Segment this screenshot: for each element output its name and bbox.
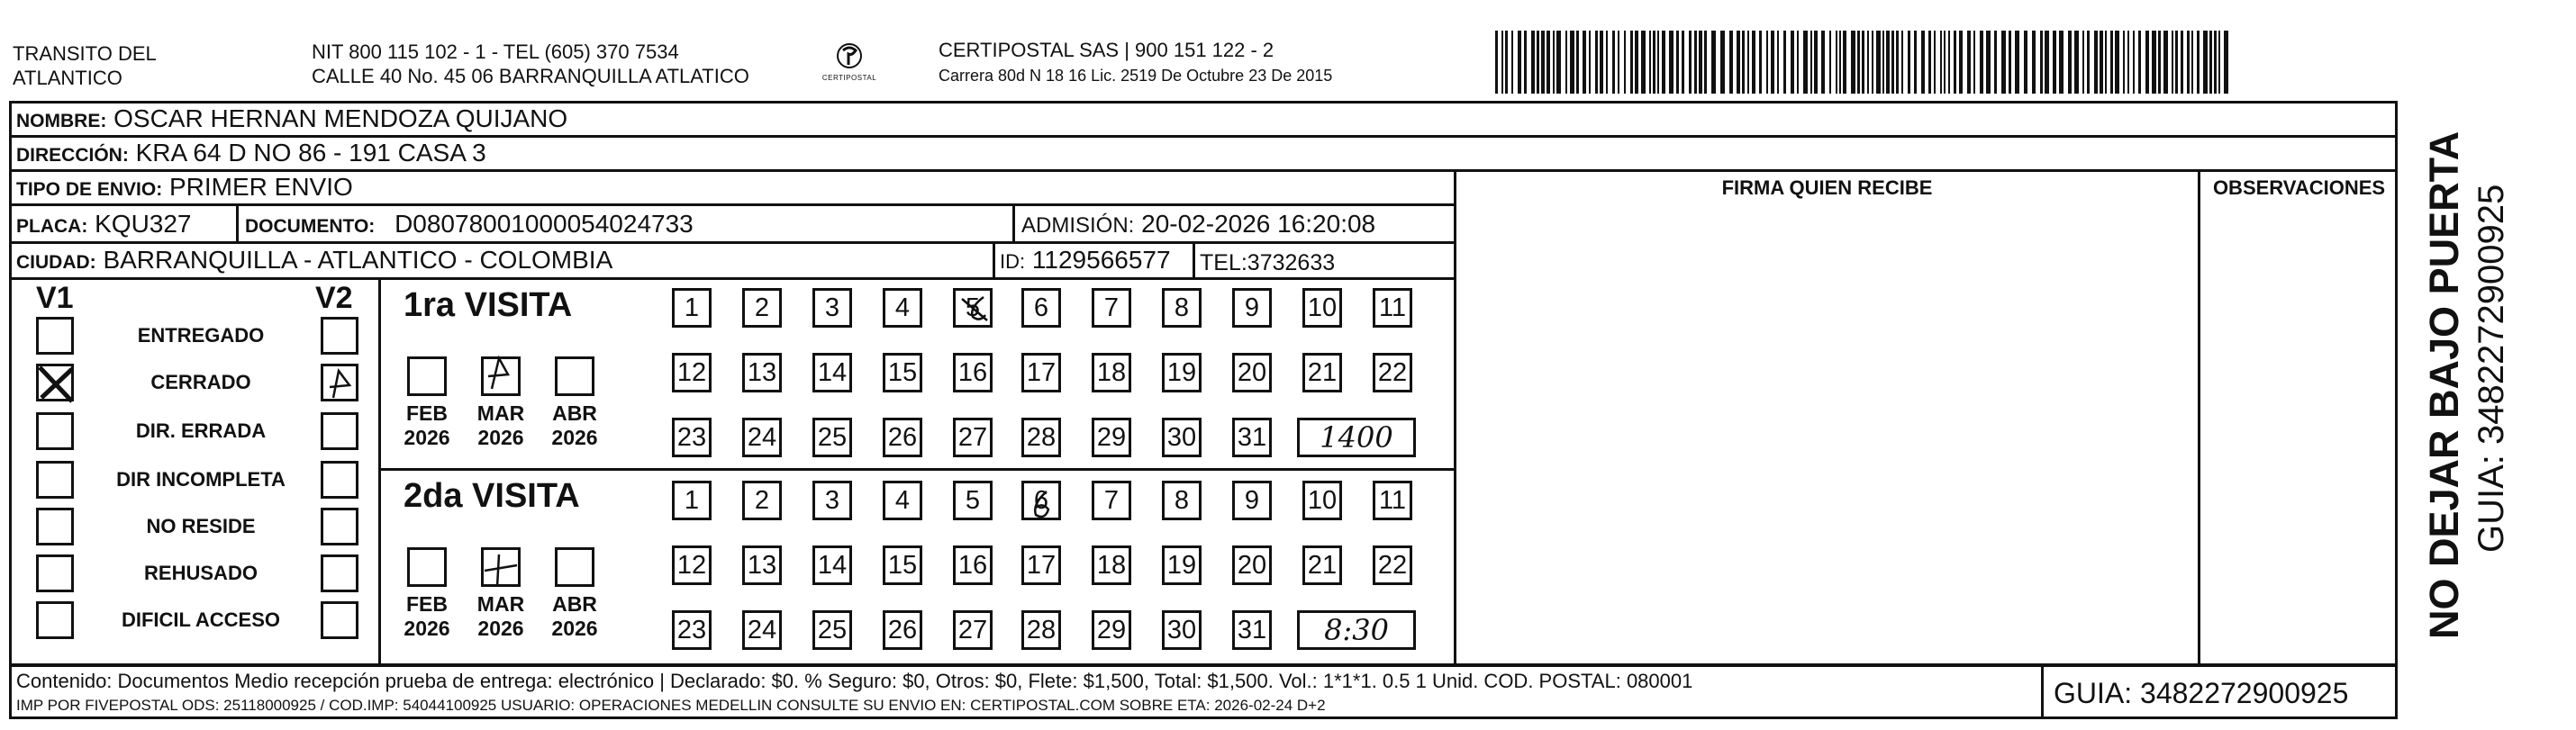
city-label: CIUDAD: <box>16 252 96 273</box>
month-name: MAR <box>476 592 525 616</box>
day-box[interactable]: 20 <box>1232 353 1272 392</box>
month-name: FEB <box>406 401 448 425</box>
v2-checkbox[interactable] <box>321 508 358 545</box>
day-box[interactable]: 12 <box>672 353 712 392</box>
month-checkbox[interactable] <box>407 547 447 587</box>
barcode-bar <box>1814 31 1818 94</box>
barcode-bar <box>1704 31 1707 94</box>
nit-line: NIT 800 115 102 - 1 - TEL (605) 370 7534 <box>312 41 679 63</box>
barcode-bar <box>1537 31 1539 94</box>
barcode-bar <box>1541 31 1545 94</box>
month-label <box>542 401 607 450</box>
barcode-bar <box>1836 31 1837 94</box>
barcode-bar <box>1862 31 1864 94</box>
barcode-bar <box>1505 31 1508 94</box>
barcode-bar <box>1839 31 1841 94</box>
barcode-bar <box>1791 31 1794 94</box>
month-label <box>395 592 459 641</box>
carrier-info <box>939 38 1274 62</box>
barcode-bar <box>2187 31 2190 94</box>
barcode-bar <box>1720 31 1725 94</box>
month-checkbox[interactable] <box>481 547 521 587</box>
barcode-bar <box>1589 31 1591 94</box>
carrier-license-line: Carrera 80d N 18 16 Lic. 2519 De Octubre 23 De 2015 <box>939 67 1333 85</box>
month-name: ABR <box>552 401 597 425</box>
barcode-bar <box>2152 31 2156 94</box>
barcode-bar <box>1570 31 1574 94</box>
status-label: NO RESIDE <box>146 515 256 537</box>
barcode-bar <box>1901 31 1903 94</box>
day-box[interactable]: 15 <box>883 353 922 392</box>
barcode-bar <box>2100 31 2103 94</box>
barcode-bar <box>1882 31 1884 94</box>
barcode-bar <box>1742 31 1745 94</box>
tel-value: 3732633 <box>1247 250 1336 275</box>
barcode-bar <box>1729 31 1733 94</box>
day-box[interactable]: 24 <box>742 610 782 650</box>
day-box[interactable]: 20 <box>1232 545 1272 585</box>
month-checkbox[interactable] <box>555 547 594 587</box>
id-cell <box>1000 246 1171 276</box>
barcode-bar <box>1928 31 1931 94</box>
day-box[interactable]: 4 <box>883 481 922 520</box>
barcode-bar <box>1797 31 1799 94</box>
footer-right <box>2395 664 2398 718</box>
admission-cell <box>1021 210 1375 240</box>
sender-line-2: ATLANTICO <box>13 67 122 89</box>
day-box[interactable]: 28 <box>1021 418 1061 457</box>
barcode-bar <box>1531 31 1535 94</box>
barcode-bar <box>2145 31 2149 94</box>
first-visit-title: 1ra VISITA <box>404 286 573 324</box>
barcode-bar <box>1876 31 1881 94</box>
barcode-bar <box>1886 31 1890 94</box>
barcode-bar <box>1618 31 1619 94</box>
barcode-bar <box>1783 31 1786 94</box>
footer-guia: GUIA: 3482272900925 <box>2054 677 2349 709</box>
address-row <box>16 139 486 170</box>
day-box[interactable]: 4 <box>883 288 922 328</box>
barcode-bar <box>2191 31 2193 94</box>
barcode-bar <box>2040 31 2043 94</box>
barcode-bar <box>1630 31 1633 94</box>
month-checkbox[interactable] <box>407 356 447 396</box>
barcode-bar <box>1669 31 1673 94</box>
address-label: DIRECCIÓN: <box>16 145 129 166</box>
barcode-bar <box>1944 31 1946 94</box>
barcode-bar <box>2024 31 2027 94</box>
barcode-bar <box>1524 31 1527 94</box>
day-box[interactable]: 22 <box>1373 545 1412 585</box>
row-divider <box>9 241 1456 244</box>
barcode-bar <box>2045 31 2049 94</box>
barcode-bar <box>1657 31 1659 94</box>
barcode-bar <box>1682 31 1684 94</box>
ods-line: IMP POR FIVEPOSTAL ODS: 25118000925 / COD.IMP: 54044100925 USUARIO: OPERACIONES MEDELLIN CONSULTE SU ENVIO EN: CERTIPOSTAL.COM SOBRE ETA: 2026-02-24 D+2 <box>16 697 1326 714</box>
barcode-bar <box>2127 31 2129 94</box>
day-box[interactable]: 30 <box>1162 418 1202 457</box>
tel-label: TEL: <box>1200 250 1247 275</box>
barcode-bar <box>2175 31 2178 94</box>
day-box[interactable]: 8 <box>1162 481 1202 520</box>
status-label: REHUSADO <box>144 562 258 584</box>
day-box[interactable]: 30 <box>1162 610 1202 650</box>
status-label: DIFICIL ACCESO <box>121 608 280 631</box>
barcode-bar <box>1737 31 1740 94</box>
day-box[interactable]: 6 <box>1021 288 1061 328</box>
barcode-bar <box>1959 31 1963 94</box>
barcode-bar <box>2214 31 2217 94</box>
v2-checkbox[interactable] <box>321 554 358 592</box>
barcode-bar <box>1547 31 1550 94</box>
day-box[interactable]: 31 <box>1232 610 1272 650</box>
barcode-bar <box>1914 31 1917 94</box>
barcode-bar <box>1803 31 1808 94</box>
barcode-bar <box>1851 31 1855 94</box>
status-label: CERRADO <box>150 371 251 393</box>
month-year: 2026 <box>477 617 524 640</box>
day-box[interactable]: 1 <box>672 288 712 328</box>
barcode-bar <box>1556 31 1561 94</box>
day-box[interactable]: 26 <box>883 418 922 457</box>
barcode-bar <box>1689 31 1692 94</box>
city-value: BARRANQUILLA - ATLANTICO - COLOMBIA <box>103 246 613 274</box>
barcode-bar <box>1495 31 1498 94</box>
day-box[interactable]: 8 <box>1162 288 1202 328</box>
v1-checkbox[interactable] <box>36 508 74 545</box>
v2-checkbox[interactable] <box>321 601 358 639</box>
day-box[interactable]: 5 <box>953 288 993 328</box>
day-box[interactable]: 27 <box>953 610 993 650</box>
barcode-bar <box>2115 31 2119 94</box>
barcode-bar <box>1583 31 1586 94</box>
barcode-bar <box>1843 31 1846 94</box>
barcode-bar <box>1973 31 1975 94</box>
day-box[interactable]: 28 <box>1021 610 1061 650</box>
sender-name <box>13 41 157 90</box>
side-guia: GUIA: 3482272900925 <box>2472 184 2511 553</box>
day-box[interactable]: 19 <box>1162 545 1202 585</box>
tel-cell <box>1200 248 1335 277</box>
barcode-bar <box>1821 31 1825 94</box>
second-visit-time[interactable]: 8:30 <box>1297 610 1416 650</box>
barcode-bar <box>1934 31 1936 94</box>
day-box[interactable]: 11 <box>1373 288 1412 328</box>
barcode-bar <box>1867 31 1869 94</box>
col-divider <box>236 205 239 241</box>
signature-header: FIRMA QUIEN RECIBE <box>1721 176 1933 199</box>
visit-divider <box>378 468 1456 471</box>
status-label: ENTREGADO <box>137 324 265 347</box>
col-divider <box>993 241 995 277</box>
barcode-bar <box>1766 31 1768 94</box>
day-box[interactable]: 21 <box>1302 353 1342 392</box>
barcode-bar <box>1896 31 1899 94</box>
status-label: DIR INCOMPLETA <box>116 468 286 491</box>
day-box[interactable]: 29 <box>1092 610 1131 650</box>
month-label <box>468 401 533 450</box>
v2-checkbox[interactable] <box>321 317 358 355</box>
day-box[interactable]: 15 <box>883 545 922 585</box>
barcode-bar <box>2133 31 2135 94</box>
barcode-bar <box>2082 31 2084 94</box>
day-box[interactable]: 21 <box>1302 545 1342 585</box>
day-box[interactable]: 1 <box>672 481 712 520</box>
plate-cell <box>16 210 192 241</box>
month-label <box>395 401 459 450</box>
barcode-bar <box>2068 31 2072 94</box>
sender-contact <box>312 40 749 88</box>
observations-header: OBSERVACIONES <box>2212 176 2386 199</box>
certipostal-logo <box>812 38 886 92</box>
barcode-bar <box>1653 31 1655 94</box>
barcode-bar <box>1994 31 1997 94</box>
barcode-bar <box>2032 31 2036 94</box>
day-box[interactable]: 13 <box>742 353 782 392</box>
barcode-bar <box>1967 31 1971 94</box>
barcode-bar <box>1624 31 1626 94</box>
day-box[interactable]: 5 <box>953 481 993 520</box>
month-name: ABR <box>552 592 597 616</box>
month-checkbox[interactable] <box>481 356 521 396</box>
admission-value: 20-02-2026 16:20:08 <box>1141 210 1376 238</box>
row-divider <box>9 664 2398 667</box>
contents-line: Contenido: Documentos Medio recepción prueba de entrega: electrónico | Declarado: $0. % Seguro: $0, Otros: $0, Flete: $1,500, Total: $1,500. Vol.: 1*1*1. 0.5 1 Unid. COD. POSTAL: 080001 <box>16 670 1693 692</box>
barcode-bar <box>1595 31 1598 94</box>
barcode-bar <box>1641 31 1646 94</box>
day-box[interactable]: 11 <box>1373 481 1412 520</box>
day-box[interactable]: 3 <box>812 288 852 328</box>
barcode-bar <box>1948 31 1950 94</box>
barcode-bar <box>1857 31 1860 94</box>
barcode-bar <box>2138 31 2141 94</box>
day-box[interactable]: 19 <box>1162 353 1202 392</box>
day-box[interactable]: 16 <box>953 545 993 585</box>
barcode-bar <box>1908 31 1910 94</box>
day-box[interactable]: 6 <box>1021 481 1061 520</box>
v2-checkbox[interactable] <box>321 461 358 499</box>
day-box[interactable]: 10 <box>1302 288 1342 328</box>
observations-area[interactable] <box>2200 205 2398 664</box>
footer-bottom <box>9 716 2398 719</box>
v2-checkbox[interactable] <box>321 412 358 450</box>
barcode-bar <box>2110 31 2113 94</box>
barcode-bar <box>1810 31 1812 94</box>
name-row <box>16 104 567 136</box>
barcode-bar <box>1752 31 1755 94</box>
col-divider <box>1193 241 1195 277</box>
barcode-bar <box>1676 31 1679 94</box>
barcode-bar <box>2209 31 2212 94</box>
barcode-bar <box>1662 31 1665 94</box>
day-box[interactable]: 27 <box>953 418 993 457</box>
v2-label: V2 <box>315 281 353 315</box>
barcode-bar <box>2123 31 2125 94</box>
month-year: 2026 <box>551 617 598 640</box>
side-warning: NO DEJAR BAJO PUERTA <box>2421 131 2467 639</box>
v1-checkbox[interactable] <box>36 601 74 639</box>
logo-text: CERTIPOSTAL <box>821 74 877 82</box>
day-box[interactable]: 14 <box>812 353 852 392</box>
month-year: 2026 <box>551 426 598 449</box>
barcode-bar <box>1771 31 1774 94</box>
barcode-bar <box>1980 31 1983 94</box>
v1-checkbox[interactable] <box>36 364 74 401</box>
barcode-bar <box>1565 31 1567 94</box>
barcode-bar <box>2059 31 2064 94</box>
barcode-bar <box>1940 31 1942 94</box>
barcode-bar <box>1759 31 1762 94</box>
barcode-bar <box>1699 31 1702 94</box>
barcode-bar <box>1553 31 1555 94</box>
name-label: NOMBRE: <box>16 111 107 131</box>
month-year: 2026 <box>404 426 450 449</box>
day-box[interactable]: 14 <box>812 545 852 585</box>
day-box[interactable]: 23 <box>672 418 712 457</box>
barcode-bar <box>1921 31 1925 94</box>
id-label: ID: <box>1000 250 1026 273</box>
barcode-bar <box>2197 31 2200 94</box>
recipient-address: KRA 64 D NO 86 - 191 CASA 3 <box>135 139 486 167</box>
month-name: FEB <box>406 592 448 616</box>
barcode-bar <box>1694 31 1697 94</box>
day-box[interactable]: 18 <box>1092 353 1131 392</box>
barcode-bar <box>1511 31 1513 94</box>
barcode-bar <box>1777 31 1779 94</box>
day-box[interactable]: 17 <box>1021 545 1061 585</box>
day-box[interactable]: 7 <box>1092 288 1131 328</box>
barcode-bar <box>2163 31 2168 94</box>
barcode-bar <box>2203 31 2208 94</box>
barcode-bar <box>1612 31 1615 94</box>
recipient-name: OSCAR HERNAN MENDOZA QUIJANO <box>113 104 568 132</box>
col-divider <box>2041 664 2044 718</box>
signature-area[interactable] <box>1456 205 2198 664</box>
second-visit-title: 2da VISITA <box>404 477 580 515</box>
carrier-company-line: CERTIPOSTAL SAS | 900 151 122 - 2 <box>939 39 1274 61</box>
barcode-bar <box>2218 31 2220 94</box>
day-box[interactable]: 22 <box>1373 353 1412 392</box>
barcode-bar <box>2224 31 2228 94</box>
city-cell <box>16 246 612 277</box>
barcode-bar <box>2087 31 2090 94</box>
barcode-bar <box>1954 31 1956 94</box>
barcode-bar <box>1829 31 1831 94</box>
barcode-bar <box>2009 31 2011 94</box>
day-box[interactable]: 26 <box>883 610 922 650</box>
day-box[interactable]: 7 <box>1092 481 1131 520</box>
shipment-type-label: TIPO DE ENVIO: <box>16 179 163 200</box>
document-label: DOCUMENTO: <box>245 216 376 237</box>
day-box[interactable]: 16 <box>953 353 993 392</box>
v1-checkbox[interactable] <box>36 412 74 450</box>
month-checkbox[interactable] <box>555 356 594 396</box>
day-box[interactable]: 3 <box>812 481 852 520</box>
barcode <box>1495 31 2229 94</box>
plate-value: KQU327 <box>95 210 192 238</box>
v1-checkbox[interactable] <box>36 461 74 499</box>
status-label: DIR. ERRADA <box>135 419 267 442</box>
day-box[interactable]: 31 <box>1232 418 1272 457</box>
barcode-bar <box>1606 31 1608 94</box>
barcode-bar <box>1872 31 1873 94</box>
id-value: 1129566577 <box>1031 246 1171 274</box>
barcode-bar <box>1747 31 1749 94</box>
barcode-bar <box>2181 31 2183 94</box>
barcode-bar <box>2094 31 2098 94</box>
day-box[interactable]: 9 <box>1232 288 1272 328</box>
day-box[interactable]: 10 <box>1302 481 1342 520</box>
barcode-bar <box>2001 31 2006 94</box>
v2-checkbox[interactable] <box>321 364 358 401</box>
first-visit-time[interactable]: 1400 <box>1297 418 1416 457</box>
day-box[interactable]: 25 <box>812 610 852 650</box>
month-label <box>468 592 533 641</box>
shipment-type: PRIMER ENVIO <box>168 173 353 201</box>
barcode-bar <box>1986 31 1991 94</box>
barcode-bar <box>2158 31 2161 94</box>
barcode-bar <box>1600 31 1603 94</box>
day-box[interactable]: 25 <box>812 418 852 457</box>
v1-checkbox[interactable] <box>36 317 74 355</box>
month-year: 2026 <box>477 426 524 449</box>
plate-label: PLACA: <box>16 216 88 237</box>
day-box[interactable]: 9 <box>1232 481 1272 520</box>
barcode-bar <box>2015 31 2019 94</box>
barcode-bar <box>1635 31 1638 94</box>
barcode-bar <box>1649 31 1651 94</box>
day-box[interactable]: 29 <box>1092 418 1131 457</box>
barcode-bar <box>1501 31 1503 94</box>
v1-checkbox[interactable] <box>36 554 74 592</box>
shipment-type-row <box>16 173 353 204</box>
row-divider <box>9 277 1456 280</box>
barcode-bar <box>2105 31 2107 94</box>
barcode-bar <box>2074 31 2079 94</box>
admission-label: ADMISIÓN: <box>1021 213 1135 238</box>
day-box[interactable]: 24 <box>742 418 782 457</box>
sender-line-1: TRANSITO DEL <box>13 42 157 65</box>
month-name: MAR <box>476 401 525 425</box>
day-box[interactable]: 13 <box>742 545 782 585</box>
document-cell <box>245 210 694 241</box>
col-divider <box>378 277 381 664</box>
v1-label: V1 <box>36 281 74 315</box>
address-line: CALLE 40 No. 45 06 BARRANQUILLA ATLATICO <box>312 65 749 87</box>
day-box[interactable]: 12 <box>672 545 712 585</box>
month-label <box>542 592 607 641</box>
day-box[interactable]: 2 <box>742 481 782 520</box>
barcode-bar <box>1518 31 1521 94</box>
barcode-bar <box>2053 31 2056 94</box>
barcode-bar <box>1711 31 1716 94</box>
day-box[interactable]: 17 <box>1021 353 1061 392</box>
month-year: 2026 <box>404 617 450 640</box>
day-box[interactable]: 23 <box>672 610 712 650</box>
barcode-bar <box>1576 31 1579 94</box>
footer-left <box>9 664 12 718</box>
document-value: D08078001000054024733 <box>395 210 694 238</box>
col-divider <box>1012 205 1015 241</box>
barcode-bar <box>2172 31 2173 94</box>
day-box[interactable]: 2 <box>742 288 782 328</box>
day-box[interactable]: 18 <box>1092 545 1131 585</box>
barcode-bar <box>1891 31 1894 94</box>
